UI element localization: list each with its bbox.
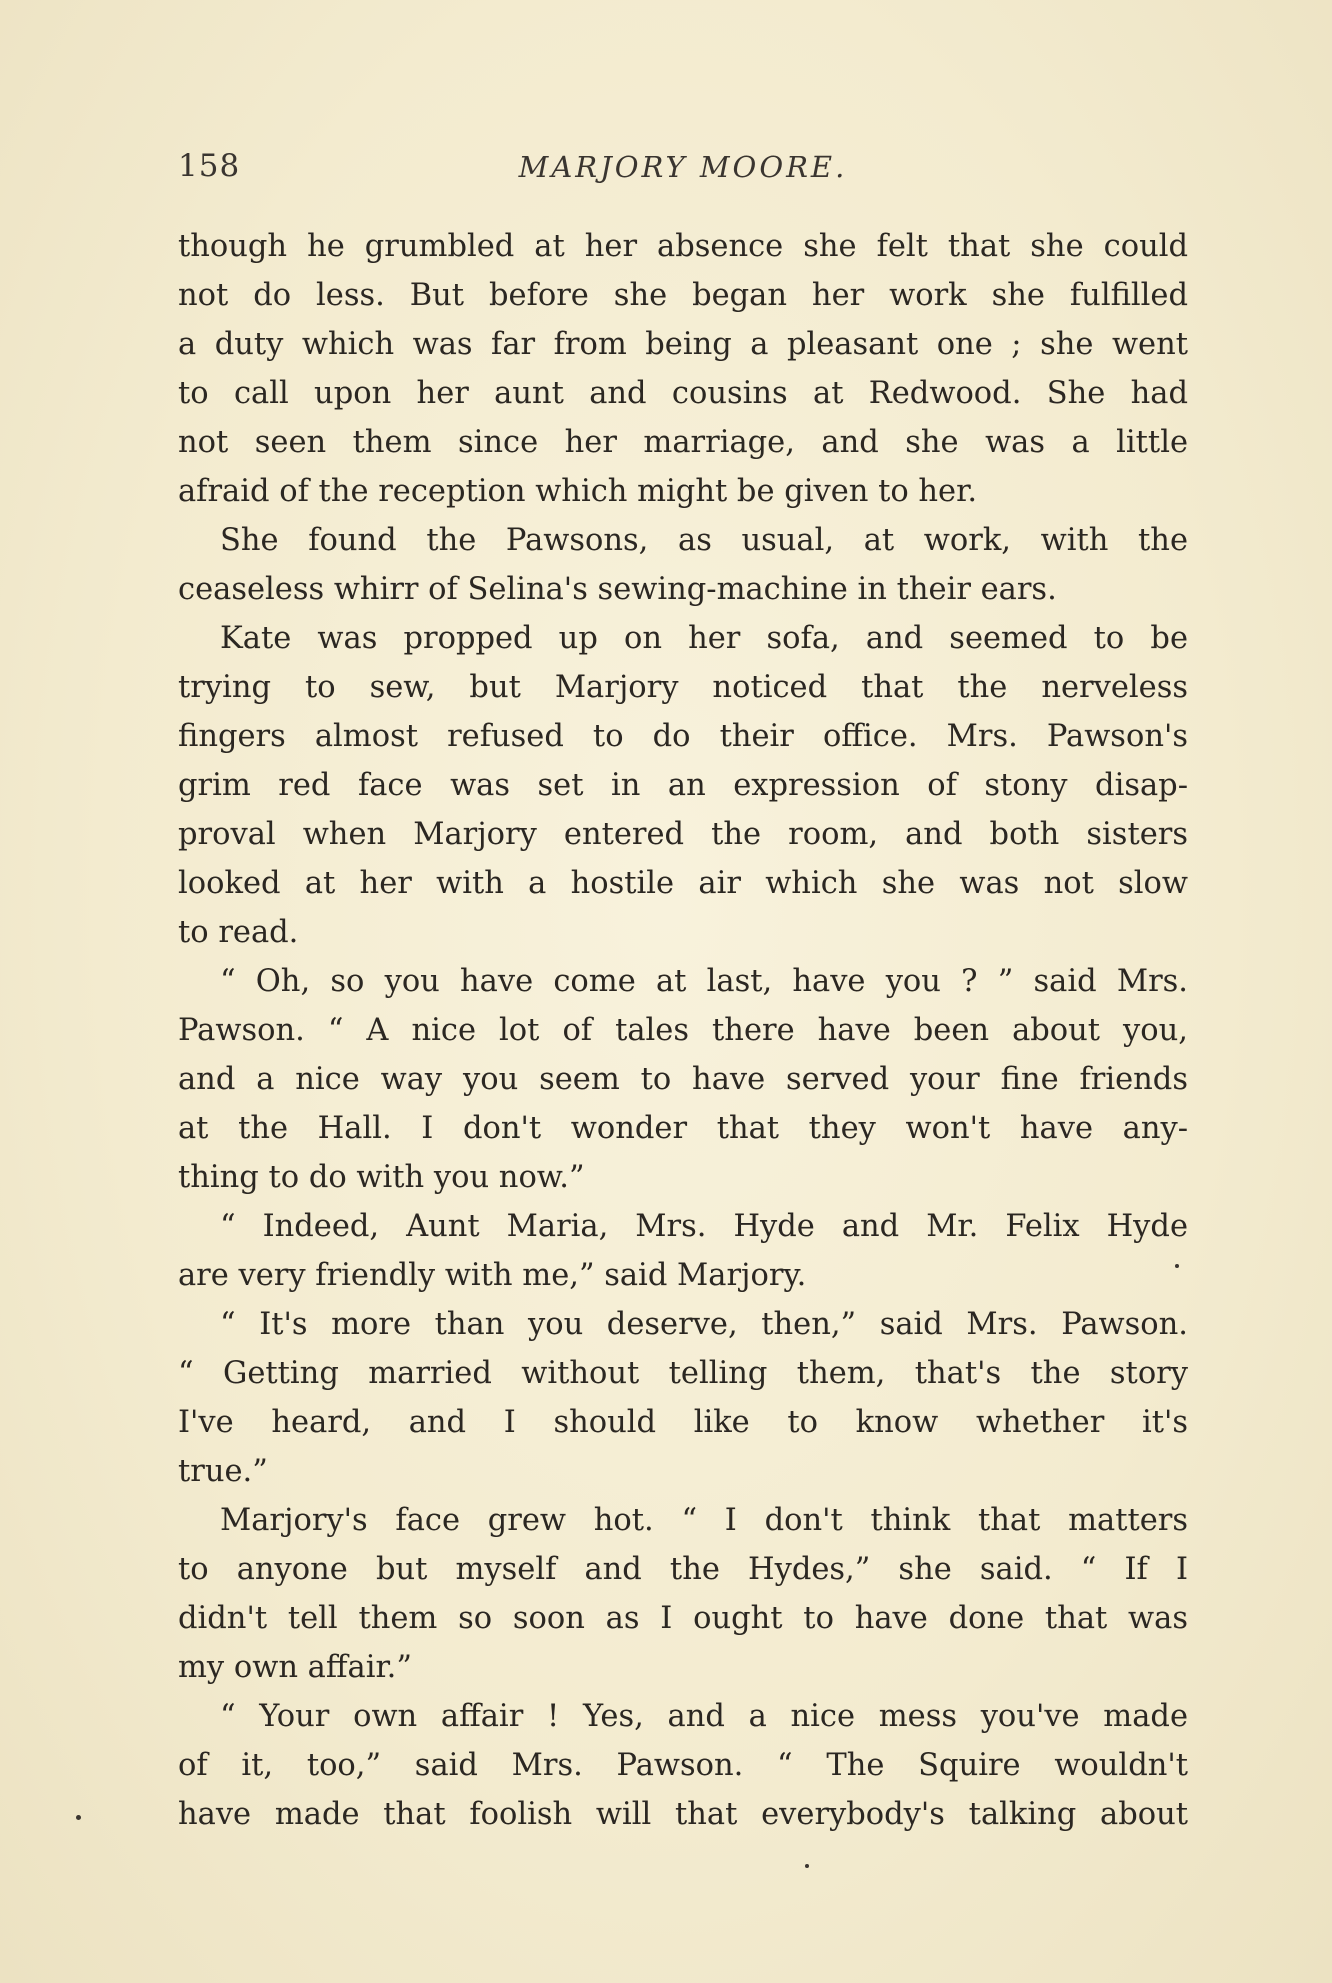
text-line: to call upon her aunt and cousins at Redwood. She had: [178, 376, 1188, 411]
text-line: not seen them since her marriage, and she was a little: [178, 425, 1188, 460]
ink-speck: [805, 1864, 809, 1868]
text-line: at the Hall. I don't wonder that they won't have any-: [178, 1111, 1188, 1146]
text-line: a duty which was far from being a pleasant one ; she went: [178, 327, 1188, 362]
text-line: “ Indeed, Aunt Maria, Mrs. Hyde and Mr. Felix Hyde: [220, 1209, 1188, 1244]
ink-speck: [1175, 1264, 1179, 1268]
text-line: afraid of the reception which might be given to her.: [178, 474, 978, 509]
text-line: not do less. But before she began her work she fulfilled: [178, 278, 1188, 313]
text-line: have made that foolish will that everybody's talking about: [178, 1797, 1188, 1832]
text-line: ceaseless whirr of Selina's sewing-machine in their ears.: [178, 572, 1057, 607]
text-line: She found the Pawsons, as usual, at work, with the: [220, 523, 1188, 558]
running-head: [178, 148, 1188, 198]
running-title: MARJORY MOORE.: [518, 150, 848, 184]
text-line: fingers almost refused to do their office. Mrs. Pawson's: [178, 719, 1188, 754]
text-line: proval when Marjory entered the room, and both sisters: [178, 817, 1188, 852]
ink-speck: [76, 1815, 81, 1820]
text-line: looked at her with a hostile air which she was not slow: [178, 866, 1188, 901]
text-line: my own affair.”: [178, 1650, 412, 1685]
text-line: trying to sew, but Marjory noticed that the nerveless: [178, 670, 1188, 705]
text-line: “ Getting married without telling them, that's the story: [178, 1356, 1188, 1391]
text-line: true.”: [178, 1454, 268, 1489]
text-line: didn't tell them so soon as I ought to have done that was: [178, 1601, 1188, 1636]
text-line: thing to do with you now.”: [178, 1160, 585, 1195]
text-line: and a nice way you seem to have served your fine friends: [178, 1062, 1188, 1097]
text-line: Kate was propped up on her sofa, and seemed to be: [220, 621, 1188, 656]
page-number: 158: [178, 148, 241, 184]
text-line: to anyone but myself and the Hydes,” she said. “ If I: [178, 1552, 1188, 1587]
body-text: [178, 222, 1188, 1839]
text-line: “ Your own affair ! Yes, and a nice mess you've made: [220, 1699, 1188, 1734]
text-line: of it, too,” said Mrs. Pawson. “ The Squire wouldn't: [178, 1748, 1188, 1783]
text-line: “ It's more than you deserve, then,” said Mrs. Pawson.: [220, 1307, 1188, 1342]
text-line: grim red face was set in an expression of stony disap-: [178, 768, 1188, 803]
text-line: to read.: [178, 915, 299, 950]
text-line: “ Oh, so you have come at last, have you ? ” said Mrs.: [220, 964, 1188, 999]
text-line: Pawson. “ A nice lot of tales there have been about you,: [178, 1013, 1188, 1048]
text-line: Marjory's face grew hot. “ I don't think that matters: [220, 1503, 1188, 1538]
text-line: are very friendly with me,” said Marjory.: [178, 1258, 807, 1293]
text-line: though he grumbled at her absence she felt that she could: [178, 229, 1188, 264]
text-line: I've heard, and I should like to know whether it's: [178, 1405, 1188, 1440]
